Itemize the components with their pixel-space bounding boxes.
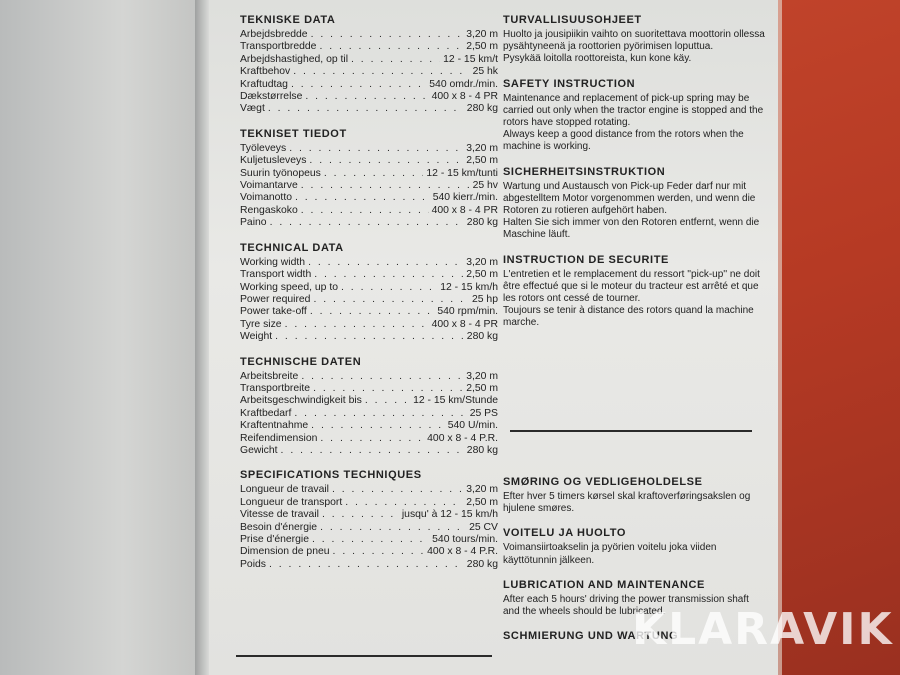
spec-row (240, 509, 498, 521)
leader-dots (295, 192, 430, 204)
page-edge (778, 0, 782, 675)
spec-label: Kuljetusleveys (240, 155, 307, 167)
instructions-column (503, 12, 765, 342)
spec-label: Rengaskoko (240, 204, 298, 216)
spec-row (240, 383, 498, 395)
spec-label: Arbeitsbreite (240, 370, 299, 382)
spec-label: Transport width (240, 269, 312, 281)
spec-value: 2,50 m (466, 155, 498, 167)
spec-section (240, 356, 498, 458)
leader-dots (268, 103, 464, 115)
bottom-rule (236, 655, 492, 657)
section-heading: VOITELU JA HUOLTO (503, 527, 627, 540)
spec-label: Reifendimension (240, 432, 318, 444)
spec-value: 12 - 15 km/t (443, 53, 498, 65)
spec-row (240, 319, 498, 331)
spec-row (240, 559, 498, 571)
spec-label: Vægt (240, 103, 265, 115)
spec-row (240, 205, 498, 217)
instruction-text: L'entretien et le remplacement du ressort ''pick-up'' ne doit être effectué que si le moteur du tracteur est arrêté et que les rotors ont cessé de tourner. (503, 268, 760, 305)
spec-row (240, 79, 498, 91)
instruction-text: Efter hver 5 timers kørsel skal kraftoverføringsakslen og hjulene smøres. (503, 491, 751, 515)
spec-label: Kraftudtag (240, 78, 288, 90)
spec-row (240, 103, 498, 115)
instruction-text: Always keep a good distance from the rotors when the machine is working. (503, 129, 744, 153)
spec-row (240, 91, 498, 103)
section-heading: TECHNISCHE DATEN (240, 355, 362, 368)
section-heading: SPECIFICATIONS TECHNIQUES (240, 469, 422, 482)
spec-value: 540 U/min. (447, 420, 498, 432)
spec-value: 400 x 8 - 4 P.R. (427, 432, 498, 444)
leader-dots (312, 534, 429, 546)
leader-dots (269, 559, 464, 571)
spec-row (240, 54, 498, 66)
spec-value: 2,50 m (466, 496, 498, 508)
spec-row (240, 534, 498, 546)
spec-value: 540 tours/min. (432, 534, 498, 545)
spec-value: 280 kg (466, 217, 498, 229)
spec-row (240, 168, 498, 180)
spec-row (240, 445, 498, 457)
leader-dots (333, 546, 425, 558)
spec-label: Power take-off (240, 306, 307, 318)
spec-value: jusqu' à 12 - 15 km/h (401, 509, 498, 521)
spec-row (240, 143, 498, 155)
spec-row (240, 257, 498, 269)
spec-row (240, 433, 498, 445)
leader-dots (291, 79, 426, 91)
spec-value: 2,50 m (466, 382, 498, 394)
leader-dots (322, 509, 399, 521)
leader-dots (351, 54, 440, 66)
spec-row (240, 155, 498, 167)
spec-row (240, 192, 498, 204)
instruction-text: Huolto ja jousipiikin vaihto on suoritettava moottorin ollessa pysähtyneenä ja roottorien pyörimisen loputtua. (503, 29, 765, 53)
watermark-logo: KLARAVIK (632, 604, 894, 655)
leader-dots (341, 282, 437, 294)
spec-label: Vitesse de travail (240, 509, 319, 521)
spec-value: 12 - 15 km/tunti (426, 167, 498, 179)
spec-label: Besoin d'énergie (240, 521, 318, 533)
spec-label: Arbeitsgeschwindigkeit bis (240, 395, 362, 407)
spec-value: 280 kg (466, 103, 498, 115)
section-heading: INSTRUCTION DE SECURITE (503, 253, 669, 266)
spec-label: Kraftentnahme (240, 420, 309, 432)
leader-dots (345, 497, 463, 509)
left-page (0, 0, 205, 675)
section-heading: TEKNISET TIEDOT (240, 127, 347, 140)
instruction-text: Wartung und Austausch von Pick-up Feder darf nur mit abgestelltem Motor vorgenommen werden, und wenn die Rotoren zu rotieren aufgehört haben. (503, 180, 756, 217)
divider-rule (510, 430, 752, 432)
spec-value: 25 PS (469, 407, 498, 419)
leader-dots (301, 180, 470, 192)
leader-dots (294, 408, 466, 420)
spec-value: 2,50 m (466, 41, 498, 53)
spec-row (240, 269, 498, 281)
spec-value: 25 hp (471, 293, 498, 305)
spec-value: 25 hk (472, 66, 498, 78)
instruction-section (503, 476, 765, 515)
spec-label: Prise d'énergie (240, 534, 309, 545)
spec-label: Tyre size (240, 318, 282, 330)
leader-dots (270, 217, 464, 229)
spec-section (240, 469, 498, 571)
spec-section (240, 128, 498, 230)
spec-section (240, 242, 498, 344)
spec-value: 12 - 15 km/Stunde (413, 395, 498, 407)
spec-value: 3,20 m (466, 256, 498, 268)
leader-dots (301, 371, 463, 383)
spec-label: Arbejdshastighed, op til (240, 53, 349, 65)
spec-label: Arbejdsbredde (240, 29, 308, 40)
leader-dots (365, 395, 410, 407)
spec-value: 3,20 m (466, 142, 498, 154)
spec-label: Työleveys (240, 142, 287, 154)
spec-value: 400 x 8 - 4 PR (431, 204, 498, 216)
spec-value: 280 kg (466, 444, 498, 456)
section-heading: TURVALLISUUSOHJEET (503, 14, 642, 26)
leader-dots (281, 445, 464, 457)
spec-row (240, 41, 498, 53)
instruction-section (503, 78, 765, 154)
leader-dots (301, 205, 429, 217)
leader-dots (314, 269, 463, 281)
spec-value: 25 hv (472, 180, 498, 192)
leader-dots (311, 29, 464, 41)
spec-row (240, 217, 498, 229)
section-heading: SAFETY INSTRUCTION (503, 77, 636, 90)
leader-dots (319, 41, 463, 53)
section-heading: LUBRICATION AND MAINTENANCE (503, 578, 705, 591)
spec-row (240, 546, 498, 558)
instruction-text: Voimansiirtoakselin ja pyörien voitelu joka viiden käyttötunnin jälkeen. (503, 542, 717, 566)
orange-machine-surface (778, 0, 900, 675)
spec-value: 540 kierr./min. (432, 192, 498, 204)
leader-dots (313, 383, 463, 395)
spec-row (240, 66, 498, 78)
spec-label: Weight (240, 331, 273, 343)
section-heading: SMØRING OG VEDLIGEHOLDELSE (503, 476, 703, 488)
spec-value: 3,20 m (466, 484, 498, 496)
spec-row (240, 408, 498, 420)
spec-value: 3,20 m (466, 29, 498, 40)
spec-label: Suurin työnopeus (240, 167, 321, 179)
spec-row (240, 484, 498, 496)
spec-label: Paino (240, 217, 267, 229)
instruction-text: Maintenance and replacement of pick-up spring may be carried out only when the tractor engine is stopped and the rotors have stopped rotating. (503, 92, 764, 129)
leader-dots (308, 257, 463, 269)
spec-row (240, 29, 498, 41)
spec-row (240, 331, 498, 343)
leader-dots (332, 484, 463, 496)
page-spine (195, 0, 209, 675)
spec-value: 280 kg (466, 331, 498, 343)
leader-dots (311, 420, 445, 432)
leader-dots (320, 433, 424, 445)
spec-label: Kraftbedarf (240, 407, 292, 419)
spec-value: 25 CV (469, 521, 498, 533)
spec-row (240, 294, 498, 306)
spec-label: Kraftbehov (240, 66, 291, 78)
spec-row (240, 420, 498, 432)
spec-label: Voimantarve (240, 180, 298, 192)
spec-label: Dimension de pneu (240, 546, 330, 558)
instruction-text: Halten Sie sich immer von den Rotoren entfernt, wenn die Maschine läuft. (503, 217, 760, 241)
leader-dots (293, 66, 469, 78)
spec-row (240, 282, 498, 294)
spec-value: 280 kg (466, 558, 498, 570)
leader-dots (324, 168, 424, 180)
spec-value: 12 - 15 km/h (440, 281, 498, 293)
instruction-text: Toujours se tenir à distance des rotors quand la machine marche. (503, 305, 754, 329)
leader-dots (313, 294, 469, 306)
spec-label: Working width (240, 256, 306, 268)
instruction-section (503, 14, 765, 66)
instruction-section (503, 527, 765, 566)
spec-row (240, 180, 498, 192)
spec-value: 400 x 8 - 4 PR (431, 318, 498, 330)
spec-row (240, 306, 498, 318)
leader-dots (309, 155, 463, 167)
spec-row (240, 395, 498, 407)
spec-label: Transportbreite (240, 382, 311, 394)
spec-label: Longueur de transport (240, 496, 343, 508)
spec-label: Voimanotto (240, 192, 292, 204)
leader-dots (289, 143, 463, 155)
spec-value: 540 rpm/min. (437, 306, 498, 318)
spec-label: Power required (240, 293, 311, 305)
spec-label: Dækstørrelse (240, 91, 303, 103)
spec-row (240, 497, 498, 509)
leader-dots (320, 522, 466, 534)
section-heading: SICHERHEITSINSTRUKTION (503, 165, 666, 178)
spec-value: 540 omdr./min. (429, 78, 498, 90)
leader-dots (310, 306, 435, 318)
spec-label: Gewicht (240, 444, 278, 456)
spec-row (240, 371, 498, 383)
instruction-section (503, 166, 765, 242)
leader-dots (285, 319, 429, 331)
instruction-text: After each 5 hours' driving the power transmission shaft and the wheels should be lubricated. (503, 593, 749, 618)
section-heading: TEKNISKE DATA (240, 14, 336, 26)
spec-label: Poids (240, 558, 266, 570)
spec-value: 400 x 8 - 4 PR (431, 91, 498, 103)
section-heading: SCHMIERUNG UND WARTUNG (503, 630, 679, 643)
leader-dots (275, 331, 464, 343)
spec-label: Transportbredde (240, 41, 317, 53)
instruction-text: Pysykää loitolla roottoreista, kun kone käy. (503, 53, 692, 65)
leader-dots (305, 91, 428, 103)
spec-row (240, 522, 498, 534)
spec-section (240, 14, 498, 116)
section-heading: TECHNICAL DATA (240, 241, 344, 254)
spec-value: 400 x 8 - 4 P.R. (427, 546, 498, 558)
technical-data-column (240, 12, 498, 583)
spec-label: Working speed, up to (240, 281, 339, 293)
spec-value: 3,20 m (466, 370, 498, 382)
spec-value: 2,50 m (466, 269, 498, 281)
instruction-section (503, 254, 765, 330)
spec-label: Longueur de travail (240, 484, 329, 496)
